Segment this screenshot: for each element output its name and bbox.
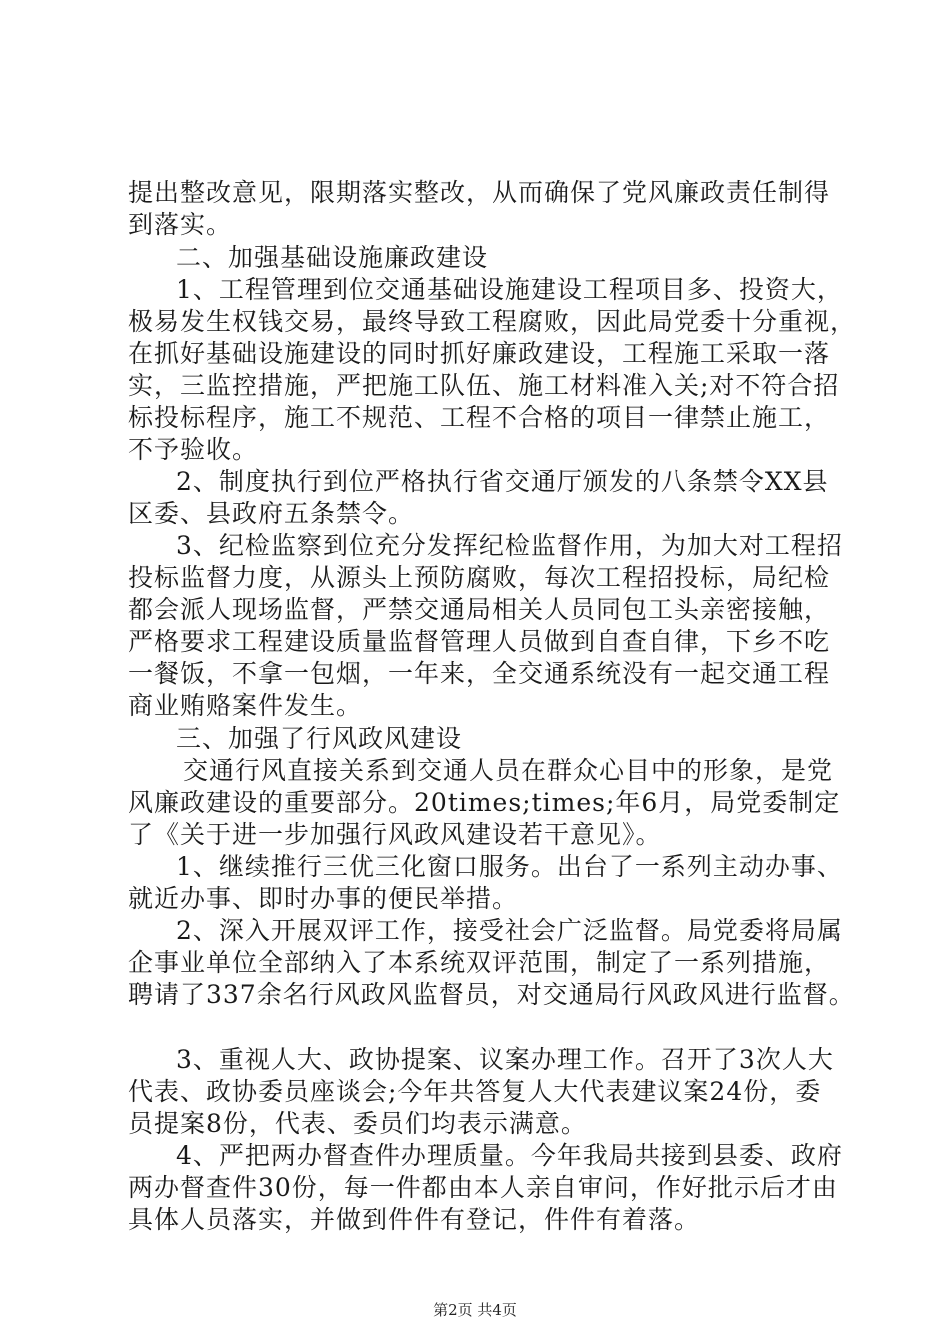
text-line-32: 具体人员落实，并做到件件有登记，件件有着落。	[128, 1205, 701, 1234]
text-line-22: 1、继续推行三优三化窗口服务。出台了一系列主动办事、	[176, 852, 843, 881]
text-line-24: 2、深入开展双评工作，接受社会广泛监督。局党委将局属	[176, 916, 843, 945]
text-line-27: 3、重视人大、政协提案、议案办理工作。召开了3次人大	[176, 1045, 834, 1074]
text-line-9: 不予验收。	[128, 435, 259, 464]
text-line-8: 标投标程序，施工不规范、工程不合格的项目一律禁止施工，	[128, 403, 831, 432]
text-line-4: 1、工程管理到位交通基础设施建设工程项目多、投资大，	[176, 275, 843, 304]
text-line-7: 实，三监控措施，严把施工队伍、施工材料准入关;对不符合招	[128, 371, 840, 400]
text-line-16: 一餐饭，不拿一包烟，一年来，全交通系统没有一起交通工程	[128, 659, 831, 688]
text-line-25: 企事业单位全部纳入了本系统双评范围，制定了一系列措施，	[128, 948, 831, 977]
text-line-28: 代表、政协委员座谈会;今年共答复人大代表建议案24份，委	[128, 1077, 822, 1106]
text-line-29: 员提案8份，代表、委员们均表示满意。	[128, 1109, 587, 1138]
text-line-20: 风廉政建设的重要部分。20times;times;年6月，局党委制定	[128, 788, 841, 817]
text-line-19: 交通行风直接关系到交通人员在群众心目中的形象，是党	[183, 756, 834, 785]
page-number-footer: 第2页 共4页	[433, 1301, 517, 1319]
text-line-30: 4、严把两办督查件办理质量。今年我局共接到县委、政府	[176, 1141, 843, 1170]
section-heading-3: 三、加强了行风政风建设	[176, 724, 463, 753]
text-line-17: 商业贿赂案件发生。	[128, 691, 363, 720]
text-line-13: 投标监督力度，从源头上预防腐败，每次工程招投标，局纪检	[128, 563, 831, 592]
text-line-31: 两办督查件30份，每一件都由本人亲自审问，作好批示后才由	[128, 1173, 838, 1202]
text-line-12: 3、纪检监察到位充分发挥纪检监督作用，为加大对工程招	[176, 531, 843, 560]
section-heading-2: 二、加强基础设施廉政建设	[176, 243, 489, 272]
text-line-21: 了《关于进一步加强行风政风建设若干意见》。	[128, 820, 662, 849]
text-line-6: 在抓好基础设施建设的同时抓好廉政建设，工程施工采取一落	[128, 339, 831, 368]
text-line-14: 都会派人现场监督，严禁交通局相关人员同包工头亲密接触，	[128, 595, 831, 624]
text-line-5: 极易发生权钱交易，最终导致工程腐败，因此局党委十分重视，	[128, 307, 857, 336]
text-line-23: 就近办事、即时办事的便民举措。	[128, 884, 519, 913]
text-line-10: 2、制度执行到位严格执行省交通厅颁发的八条禁令XX县	[176, 467, 829, 496]
text-line-2: 到落实。	[128, 210, 233, 239]
text-line-11: 区委、县政府五条禁令。	[128, 499, 415, 528]
text-line-26: 聘请了337余名行风政风监督员，对交通局行风政风进行监督。	[128, 980, 855, 1009]
text-line-1: 提出整改意见，限期落实整改，从而确保了党风廉政责任制得	[128, 178, 831, 207]
text-line-15: 严格要求工程建设质量监督管理人员做到自查自律，下乡不吃	[128, 627, 831, 656]
